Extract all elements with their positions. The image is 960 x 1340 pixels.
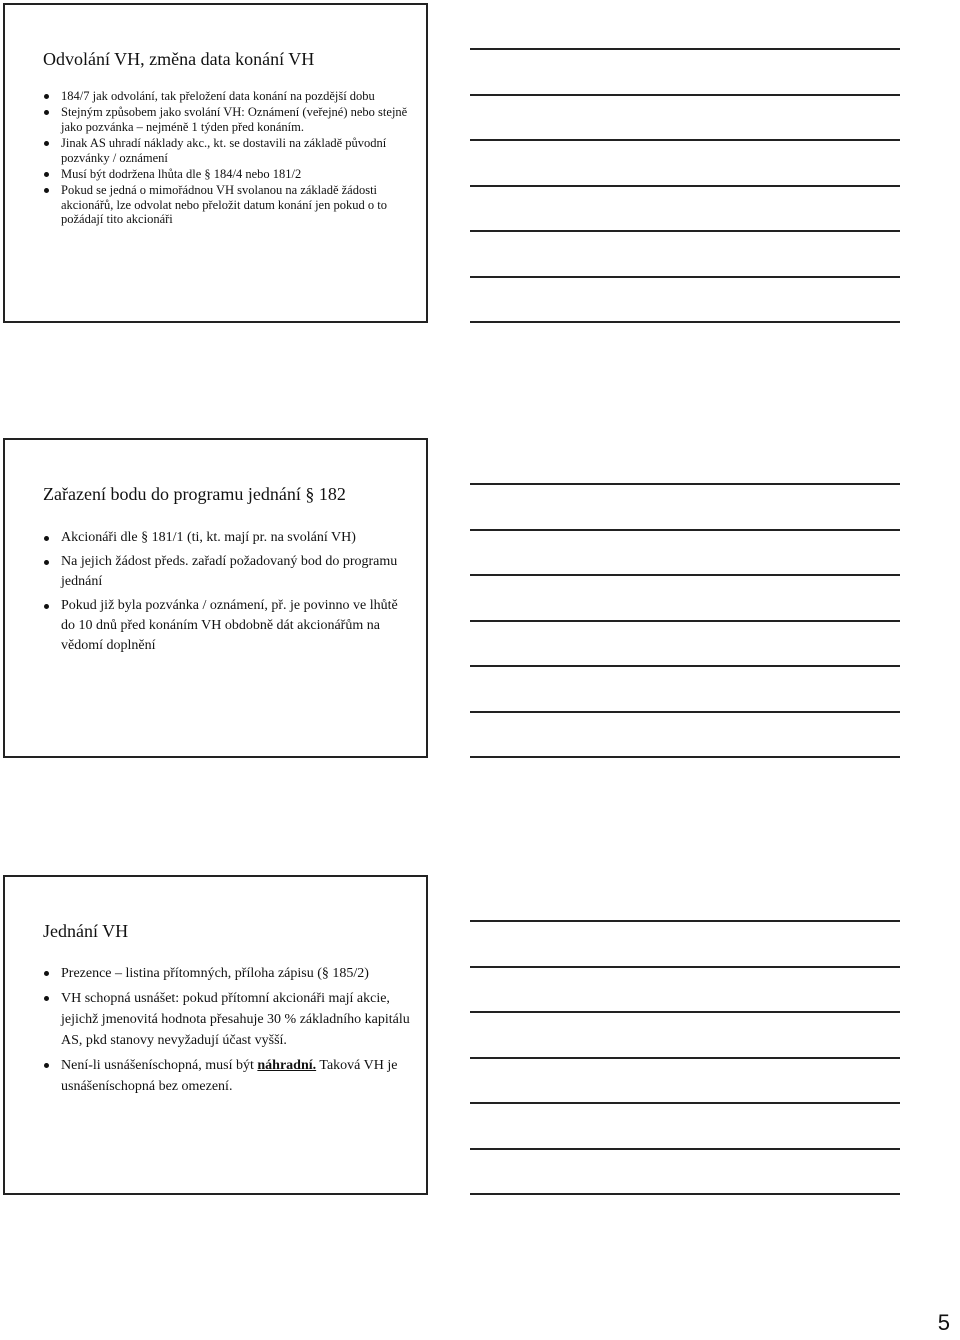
bullet-item: Akcionáři dle § 181/1 (ti, kt. mají pr. na svolání VH) xyxy=(43,528,414,548)
note-line xyxy=(470,1057,900,1059)
note-line xyxy=(470,756,900,758)
bullet-item xyxy=(43,1055,414,1097)
emphasis-text: náhradní. xyxy=(257,1058,317,1073)
note-line xyxy=(470,94,900,96)
slide-1 xyxy=(3,3,428,323)
bullet-item: Pokud již byla pozvánka / oznámení, př. je povinno ve lhůtě do 10 dnů před konáním VH obdobně dát akcionářům na vědomí doplnění xyxy=(43,596,414,656)
slide-title: Odvolání VH, změna data konání VH xyxy=(43,49,315,69)
bullet-list xyxy=(43,963,414,1101)
note-line xyxy=(470,483,900,485)
bullet-item: Musí být dodržena lhůta dle § 184/4 nebo 181/2 xyxy=(43,167,414,181)
note-line xyxy=(470,574,900,576)
note-line xyxy=(470,230,900,232)
bullet-item: Jinak AS uhradí náklady akc., kt. se dostavili na základě původní pozvánky / oznámení xyxy=(43,136,414,165)
note-line xyxy=(470,139,900,141)
bullet-list xyxy=(43,528,414,660)
bullet-list xyxy=(43,89,414,229)
bullet-item: VH schopná usnášet: pokud přítomní akcionáři mají akcie, jejichž jmenovitá hodnota přesahuje 30 % základního kapitálu AS, pkd stanovy nevyžadují účast vyšší. xyxy=(43,988,414,1051)
note-line xyxy=(470,321,900,323)
note-line xyxy=(470,185,900,187)
note-line xyxy=(470,1193,900,1195)
note-line xyxy=(470,276,900,278)
note-line xyxy=(470,529,900,531)
slide-3 xyxy=(3,875,428,1195)
bullet-item: Na jejich žádost předs. zařadí požadovaný bod do programu jednání xyxy=(43,552,414,592)
note-line xyxy=(470,711,900,713)
bullet-item: Pokud se jedná o mimořádnou VH svolanou na základě žádosti akcionářů, lze odvolat nebo přeložit datum konání jen pokud o to požádají tito akcionáři xyxy=(43,183,414,226)
bullet-item: 184/7 jak odvolání, tak přeložení data konání na pozdější dobu xyxy=(43,89,414,103)
note-line xyxy=(470,620,900,622)
note-line xyxy=(470,48,900,50)
slide-2 xyxy=(3,438,428,758)
note-line xyxy=(470,1011,900,1013)
note-line xyxy=(470,1148,900,1150)
slide-title: Zařazení bodu do programu jednání § 182 xyxy=(43,484,346,504)
bullet-text: Není-li usnášeníschopná, musí být xyxy=(61,1058,258,1073)
note-line xyxy=(470,665,900,667)
bullet-text: Taková VH je usnášeníschopná bez omezení. xyxy=(61,1058,398,1094)
note-line xyxy=(470,966,900,968)
slide-title: Jednání VH xyxy=(43,921,129,941)
note-line xyxy=(470,1102,900,1104)
bullet-item: Prezence – listina přítomných, příloha zápisu (§ 185/2) xyxy=(43,963,414,984)
bullet-item: Stejným způsobem jako svolání VH: Oznámení (veřejné) nebo stejně jako pozvánka – nejméně 1 týden před konáním. xyxy=(43,105,414,134)
note-line xyxy=(470,920,900,922)
page-number: 5 xyxy=(937,1310,950,1335)
